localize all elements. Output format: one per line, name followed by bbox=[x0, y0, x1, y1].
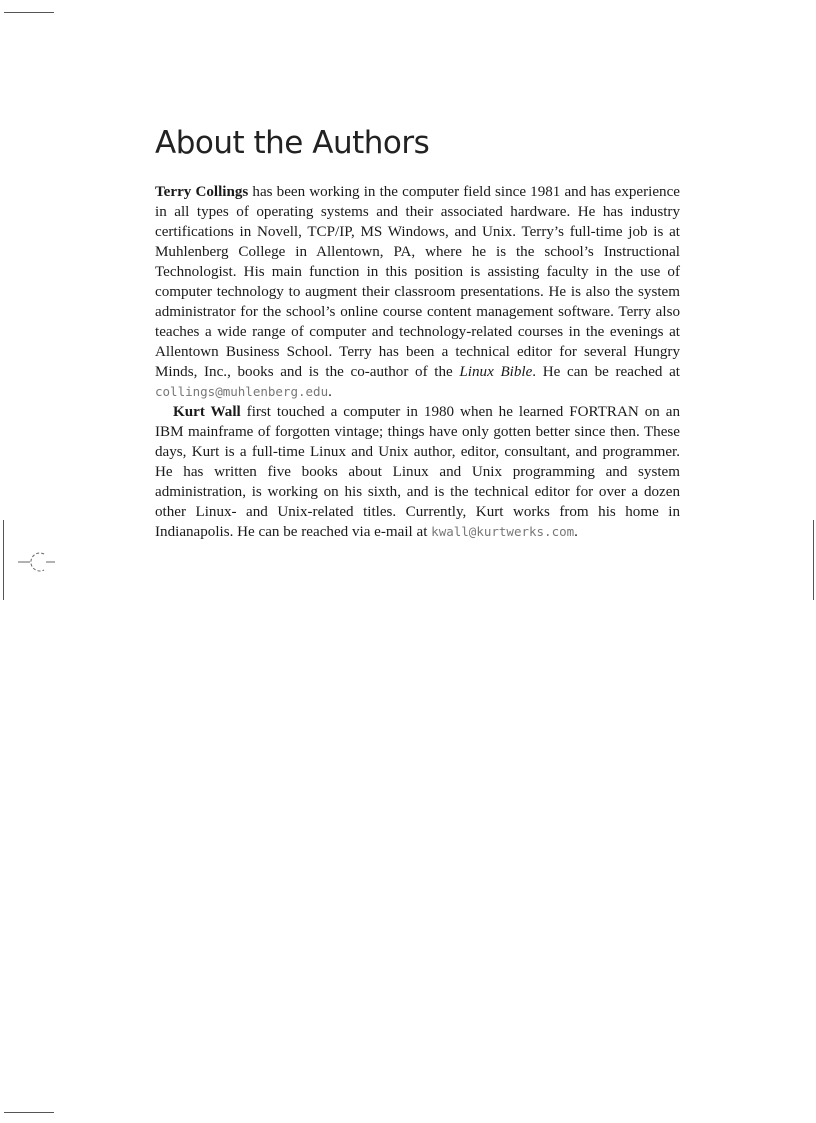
crop-mark-bottom bbox=[4, 1112, 54, 1113]
email-link[interactable]: collings@muhlenberg.edu bbox=[155, 384, 329, 399]
bio-text: . bbox=[328, 384, 332, 400]
crop-mark-top bbox=[4, 12, 54, 13]
bio-text: first touched a computer in 1980 when he learned FORTRAN on an IBM mainframe of forgotten vintage; things have only gotten better since then. These days, Kurt is a full-time Linux and Unix author, editor, consultant, and programmer. He has written five books about Linux and Unix programming and system administration, is working on his sixth, and is the technical editor for over a dozen other Linux- and Unix-related titles. Currently, Kurt works from his home in Indianapolis. He can be reached via e-mail at bbox=[155, 404, 680, 540]
registration-mark-icon bbox=[18, 548, 56, 576]
author-bio-terry-collings bbox=[155, 182, 680, 402]
page-content bbox=[155, 118, 680, 542]
book-title: Linux Bible bbox=[459, 364, 533, 380]
bio-text: . He can be reached at bbox=[532, 364, 681, 380]
author-bio-kurt-wall bbox=[155, 402, 680, 542]
author-name: Terry Collings bbox=[155, 184, 249, 200]
author-name: Kurt Wall bbox=[173, 404, 241, 420]
crop-mark-left bbox=[3, 520, 4, 600]
crop-mark-right bbox=[813, 520, 814, 600]
email-link[interactable]: kwall@kurtwerks.com bbox=[431, 524, 575, 539]
page-title: About the Authors bbox=[155, 125, 430, 161]
bio-text: . bbox=[574, 524, 578, 540]
bio-text: has been working in the computer field since 1981 and has experience in all types of operating systems and their associated hardware. He has industry certifications in Novell, TCP/IP, MS Windows, and Unix. Terry’s full-time job is at Muhlenberg College in Allentown, PA, where he is the school’s Instructional Technologist. His main function in this position is assisting faculty in the use of computer technology to augment their classroom presentations. He is also the system administrator for the school’s online course content management software. Terry also teaches a wide range of computer and technology-related courses in the evenings at Allentown Business School. Terry has been a technical editor for several Hungry Minds, Inc., books and is the co-author of the bbox=[155, 184, 680, 380]
